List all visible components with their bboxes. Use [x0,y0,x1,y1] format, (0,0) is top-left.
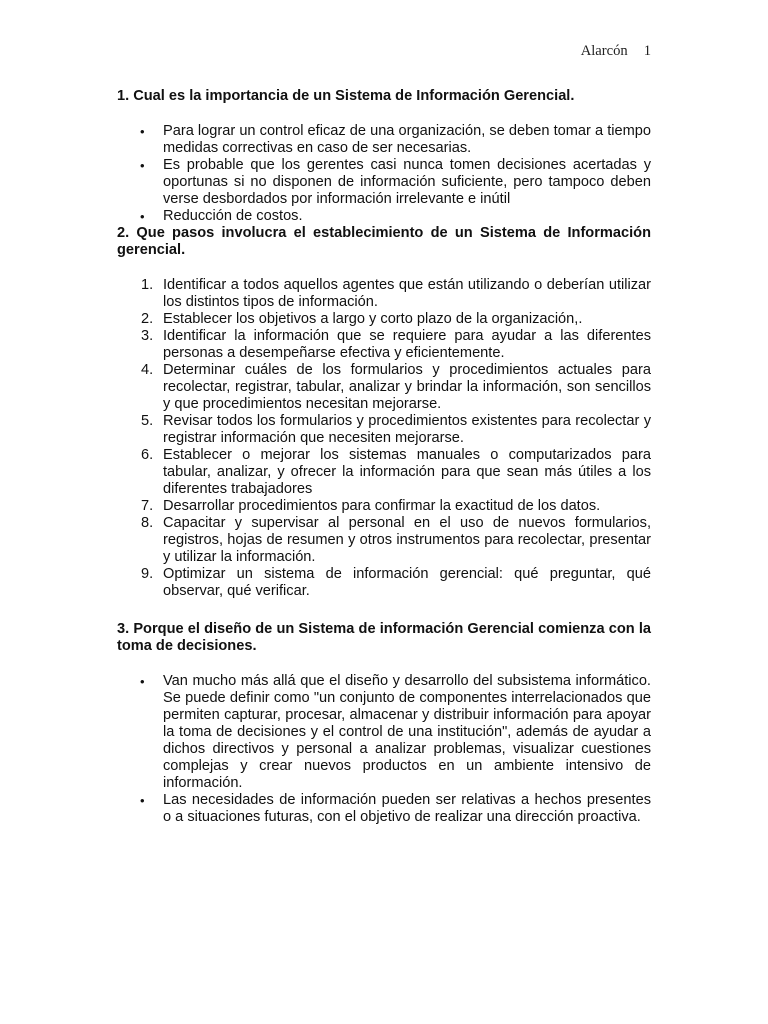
question-3-title: 3. Porque el diseño de un Sistema de información Gerencial comienza con la toma de decisiones. [117,621,651,654]
document-body [117,88,651,826]
bullet-icon: • [140,158,145,173]
question-3-list [117,673,651,826]
running-header [581,43,651,60]
list-item: • Reducción de costos. [140,208,303,224]
page-number: 1 [643,43,651,59]
bullet-icon: • [140,674,145,689]
question-2-title: 2. Que pasos involucra el establecimiento de un Sistema de Información gerencial. [117,225,651,258]
list-item: 9. Optimizar un sistema de información gerencial: qué preguntar, qué observar, qué verificar. [141,566,651,599]
list-item: 6. Establecer o mejorar los sistemas manuales o computarizados para tabular, analizar, y ofrecer la información para que sean más útiles a los diferentes trabajadores [141,447,651,497]
bullet-icon: • [140,793,145,808]
bullet-icon: • [140,209,145,224]
question-1-list [117,123,651,225]
list-item: • Para lograr un control eficaz de una organización, se deben tomar a tiempo medidas correctivas en caso de ser necesarias. [140,123,651,156]
list-item: 7. Desarrollar procedimientos para confirmar la exactitud de los datos. [141,498,601,514]
list-item: • Van mucho más allá que el diseño y desarrollo del subsistema informático. Se puede definir como "un conjunto de componentes interrelacionados que permiten capturar, procesar, almacenar y distribuir información para apoyar la toma de decisiones y el control de una institución", además de ayudar a dichos directivos y personal a analizar problemas, visualizar cuestiones complejas y crear nuevos productos en un ambiente intensivo de información. [140,673,651,791]
question-2-list [117,277,651,600]
bullet-icon: • [140,124,145,139]
question-1-title: 1. Cual es la importancia de un Sistema de Información Gerencial. [117,88,575,104]
list-item: 2. Establecer los objetivos a largo y corto plazo de la organización,. [141,311,583,327]
list-item: 5. Revisar todos los formularios y procedimientos existentes para recolectar y registrar información que necesiten mejorarse. [141,413,651,446]
list-item: 1. Identificar a todos aquellos agentes que están utilizando o deberían utilizar los distintos tipos de información. [141,277,651,310]
list-item: • Es probable que los gerentes casi nunca tomen decisiones acertadas y oportunas si no disponen de información suficiente, pero tampoco deben verse desbordados por información irrelevante e inútil [140,157,651,207]
list-item: 4. Determinar cuáles de los formularios y procedimientos actuales para recolectar, registrar, tabular, analizar y brindar la información, son sencillos y que procedimientos necesitan mejorarse. [141,362,651,412]
header-author: Alarcón [580,43,628,59]
list-item: 8. Capacitar y supervisar al personal en el uso de nuevos formularios, registros, hojas de resumen y otros instrumentos para recolectar, presentar y utilizar la información. [141,515,651,565]
list-item: • Las necesidades de información pueden ser relativas a hechos presentes o a situaciones futuras, con el objetivo de realizar una dirección proactiva. [140,792,651,825]
list-item: 3. Identificar la información que se requiere para ayudar a las diferentes personas a desempeñarse efectiva y eficientemente. [141,328,651,361]
